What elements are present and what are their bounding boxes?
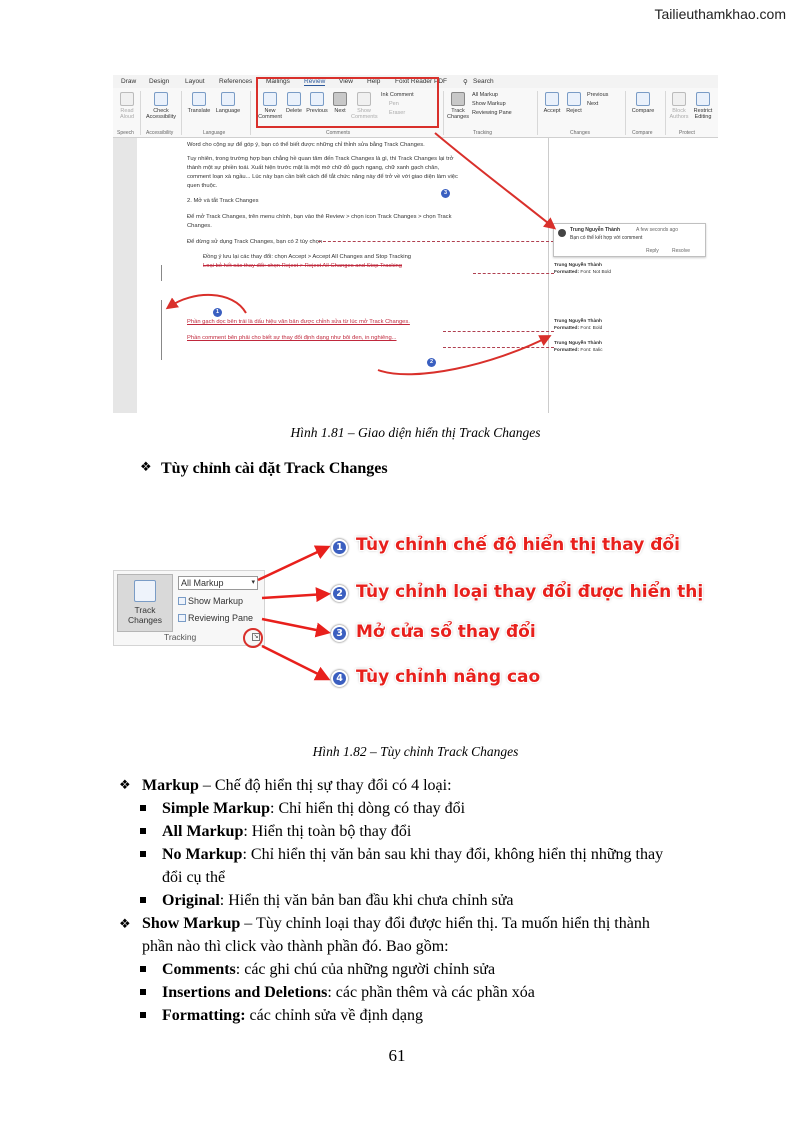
doc-tracked-line: Phần gạch dọc bên trái là dấu hiệu văn bản được chỉnh sửa từ lúc mở Track Changes. [187, 319, 410, 325]
doc-line: comment loạn xà ngầu... Lúc này bạn cần biết cách để tắt chức năng này để trở về với giao diện làm việc [187, 174, 458, 180]
figure-caption-1: Hình 1.81 – Giao diện hiển thị Track Changes [290, 425, 541, 440]
group-changes: Changes [570, 130, 591, 136]
heading-bullet: ❖ [140, 460, 152, 475]
accept-button[interactable]: Accept [541, 92, 563, 114]
doc-line: Tuy nhiên, trong trường hợp bạn chẳng hề quan tâm đến Track Changes là gì, thì Track Changes lại trở [187, 156, 454, 162]
show-markup-paragraph-cont: phần nào thì click vào thành phần đó. Bao gồm: [142, 938, 449, 955]
all-markup-dropdown[interactable]: All Markup ▾ [178, 576, 258, 590]
list-item: No Markup: Chỉ hiển thị văn bản sau khi thay đổi, không hiển thị những thay [162, 846, 664, 863]
callout-text: Tùy chỉnh chế độ hiển thị thay đổi [356, 535, 680, 555]
list-item: Insertions and Deletions: các phần thêm và các phần xóa [162, 984, 535, 1001]
list-item-continuation: đổi cụ thể [162, 869, 226, 886]
show-markup-paragraph: Show Markup – Tùy chỉnh loại thay đổi được hiển thị. Ta muốn hiển thị thành [142, 915, 650, 932]
previous-comment-button[interactable]: Previous [305, 92, 329, 114]
list-item: Simple Markup: Chỉ hiển thị dòng có thay đổi [162, 800, 466, 817]
comment-author: Trung Nguyễn Thành [570, 227, 620, 233]
doc-line: Word cho cộng sự để góp ý, bạn có thể biết được những chỉ thỉnh sửa bằng Track Changes. [187, 142, 425, 148]
group-tracking: Tracking [473, 130, 492, 136]
tab-draw[interactable]: Draw [121, 78, 137, 85]
reject-button[interactable]: Reject [563, 92, 585, 114]
next-change-button[interactable]: Next [587, 101, 599, 107]
group-protect: Protect [679, 130, 695, 136]
doc-line: quen thuộc. [187, 183, 218, 189]
group-speech: Speech [117, 130, 134, 136]
group-language: Language [203, 130, 226, 136]
list-bullet [140, 897, 146, 903]
read-aloud-button[interactable]: Read Aloud [116, 92, 138, 120]
format-balloon: Trung Nguyễn Thành Formatted: Font: Bold [554, 319, 603, 331]
new-comment-button[interactable]: New Comment [258, 92, 282, 120]
callout-text: Tùy chỉnh nâng cao [356, 667, 541, 687]
list-item: Formatting: các chỉnh sửa về định dạng [162, 1007, 424, 1024]
callout-number: 4 [331, 670, 348, 687]
callout-arrow-3 [262, 619, 326, 632]
pen-button[interactable]: Pen [389, 101, 399, 107]
all-markup-dropdown[interactable]: All Markup [472, 92, 498, 98]
chevron-down-icon: ▾ [251, 579, 255, 586]
tab-view[interactable]: View [339, 78, 353, 85]
check-accessibility-button[interactable]: Check Accessibility [144, 92, 178, 120]
list-item: Comments: các ghi chú của những người chỉnh sửa [162, 961, 496, 978]
callout-text: Tùy chỉnh loại thay đổi được hiển thị [356, 582, 704, 602]
tab-references[interactable]: References [219, 78, 253, 85]
track-changes-button[interactable]: Track Changes [117, 574, 173, 632]
callout-arrow-2 [262, 594, 326, 598]
doc-tracked-line: Phần comment bên phải cho biết sự thay đổi định dạng như bôi đen, in nghiêng... [187, 335, 397, 341]
delete-comment-button[interactable]: Delete [283, 92, 305, 114]
list-bullet [140, 828, 146, 834]
callout-text: Mở cửa sổ thay đổi [356, 622, 536, 642]
callout-number: 1 [331, 539, 348, 556]
doc-line: 2. Mở và tắt Track Changes [187, 198, 259, 204]
callout-number: 2 [331, 585, 348, 602]
group-compare: Compare [632, 130, 653, 136]
list-bullet [140, 851, 146, 857]
block-authors-button[interactable]: Block Authors [668, 92, 690, 120]
tab-layout[interactable]: Layout [185, 78, 205, 85]
doc-bullet-line: Loại bỏ hết các thay đổi: chọn Reject > Reject All Changes and Stop Tracking [203, 263, 402, 269]
page-number: 61 [388, 1046, 406, 1065]
doc-line: Để mở Track Changes, trên menu chính, bạn vào thẻ Review > chọn icon Track Changes > chọn Track [187, 214, 452, 220]
list-item: Original: Hiển thị văn bản ban đầu khi chưa chỉnh sửa [162, 892, 514, 909]
list-item: All Markup: Hiển thị toàn bộ thay đổi [162, 823, 412, 840]
figure-caption-2: Hình 1.82 – Tùy chỉnh Track Changes [312, 744, 519, 759]
list-bullet [140, 805, 146, 811]
language-button[interactable]: Language [214, 92, 242, 114]
translate-button[interactable]: Translate [186, 92, 212, 114]
tab-design[interactable]: Design [149, 78, 170, 85]
tab-foxit[interactable]: Foxit Reader PDF [395, 78, 448, 85]
show-comments-button[interactable]: Show Comments [351, 92, 377, 120]
eraser-button[interactable]: Eraser [389, 110, 406, 116]
doc-bullet-line: Đồng ý lưu lại các thay đổi: chọn Accept > Accept All Changes and Stop Tracking [203, 254, 412, 260]
watermark: Tailieuthamkhao.com [654, 6, 786, 22]
callout-number: 3 [331, 625, 348, 642]
format-balloon: Trung Nguyễn Thành Formatted: Font: Not Bold [554, 263, 612, 275]
resolve-button[interactable]: Resolve [672, 248, 691, 254]
tab-review[interactable]: Review [304, 78, 326, 85]
list-bullet [140, 1012, 146, 1018]
restrict-editing-button[interactable]: Restrict Editing [691, 92, 715, 120]
group-accessibility: Accessibility [146, 130, 174, 136]
section-heading: Tùy chỉnh cài đặt Track Changes [161, 460, 388, 477]
tab-mailings[interactable]: Mailings [266, 78, 290, 85]
ink-comment-button[interactable]: Ink Comment [381, 92, 414, 98]
list-diamond: ❖ [119, 778, 131, 793]
next-comment-button[interactable]: Next [330, 92, 350, 114]
format-balloon: Trung Nguyễn Thành Formatted: Font: Italic [554, 341, 603, 353]
callout-arrow-4 [262, 646, 326, 678]
doc-line: thành một sự phiền toái. Xuất hiện trước mặt là một mớ chữ đỏ gạch ngang, chữ xanh gạch chân, [187, 165, 440, 171]
marker-2: 2 [427, 358, 436, 367]
tracking-group-label: Tracking [164, 632, 197, 642]
previous-change-button[interactable]: Previous [587, 92, 609, 98]
reply-button[interactable]: Reply [646, 248, 659, 254]
search-icon[interactable]: ⚲ [463, 79, 468, 86]
list-bullet [140, 989, 146, 995]
group-comments: Comments [326, 130, 351, 136]
doc-line: Changes. [187, 223, 212, 229]
marker-3: 3 [441, 189, 450, 198]
marker-1: 1 [213, 308, 222, 317]
doc-line: Để dừng sử dụng Track Changes, bạn có 2 tùy chọn [187, 239, 323, 245]
markup-paragraph: Markup – Chế độ hiển thị sự thay đổi có 4 loại: [142, 777, 452, 794]
comment-text: Bạn có thể kết hợp với comment [570, 235, 643, 241]
dialog-launcher-icon[interactable]: ↘ [253, 634, 259, 640]
comment-time: A few seconds ago [636, 227, 678, 233]
list-bullet [140, 966, 146, 972]
tab-help[interactable]: Help [367, 78, 381, 85]
list-diamond: ❖ [119, 917, 131, 932]
show-markup-button[interactable]: Show Markup [472, 101, 506, 107]
search-label[interactable]: Search [473, 78, 494, 85]
show-markup-button[interactable]: Show Markup [178, 595, 243, 607]
compare-button[interactable]: Compare [629, 92, 657, 114]
track-changes-button[interactable]: Track Changes [445, 92, 471, 120]
callout-arrow-1 [258, 548, 326, 580]
reviewing-pane-button[interactable]: Reviewing Pane [178, 612, 253, 624]
reviewing-pane-button[interactable]: Reviewing Pane [472, 110, 512, 116]
